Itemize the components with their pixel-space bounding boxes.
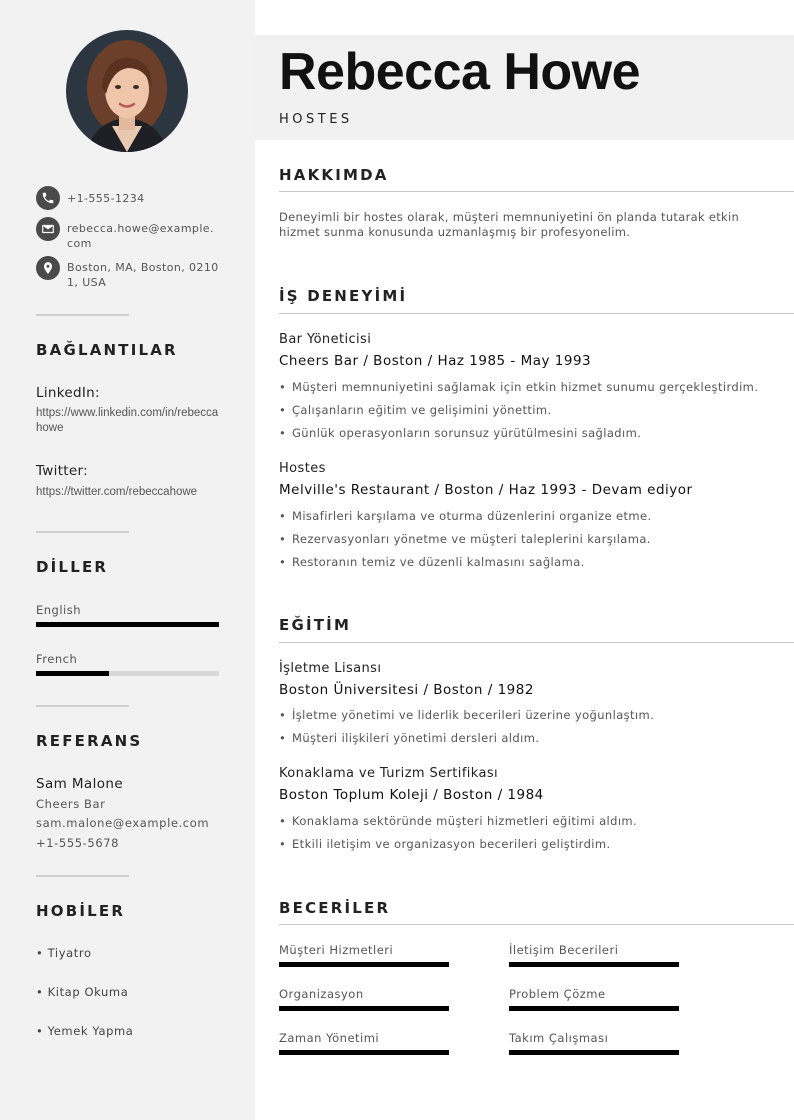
skill-level-bar xyxy=(509,962,679,967)
job-role: HOSTES xyxy=(279,112,353,127)
reference-company: Cheers Bar xyxy=(36,797,106,811)
language-name: French xyxy=(36,652,78,666)
bullet-item: • Günlük operasyonların sorunsuz yürütülmesini sağladım. xyxy=(279,426,642,440)
skill-level-bar xyxy=(509,1050,679,1055)
bullet-item: • İşletme yönetimi ve liderlik becerileri üzerine yoğunlaştım. xyxy=(279,708,655,722)
bullet-item: • Konaklama sektöründe müşteri hizmetleri eğitimi aldım. xyxy=(279,814,638,828)
skill-name: Problem Çözme xyxy=(509,987,606,1001)
bullet-item: • Müşteri memnuniyetini sağlamak için etkin hizmet sunumu gerçekleştirdim. xyxy=(279,380,759,394)
contact-phone xyxy=(36,186,219,210)
languages-heading: DİLLER xyxy=(36,558,109,576)
divider xyxy=(36,875,129,877)
skill-name: İletişim Becerileri xyxy=(509,943,619,957)
location-pin-icon xyxy=(36,256,60,280)
degree-title: Konaklama ve Turizm Sertifikası xyxy=(279,766,499,781)
person-name: Rebecca Howe xyxy=(279,43,641,101)
skill-name: Takım Çalışması xyxy=(509,1031,609,1045)
about-text: Deneyimli bir hostes olarak, müşteri memnuniyetini ön planda tutarak etkin hizmet sunma konusunda uzmanlaşmış bir profesyonelim. xyxy=(279,210,740,239)
contact-email xyxy=(36,217,219,251)
hobby-item: • Yemek Yapma xyxy=(36,1024,134,1038)
bullet-item: • Çalışanların eğitim ve gelişimini yönettim. xyxy=(279,403,552,417)
bullet-item: • Müşteri ilişkileri yönetimi dersleri aldım. xyxy=(279,731,540,745)
links-heading: BAĞLANTILAR xyxy=(36,341,178,359)
job-title: Bar Yöneticisi xyxy=(279,332,372,347)
bullet-item: • Etkili iletişim ve organizasyon becerileri geliştirdim. xyxy=(279,837,611,851)
school-meta: Boston Üniversitesi / Boston / 1982 xyxy=(279,682,534,698)
school-meta: Boston Toplum Koleji / Boston / 1984 xyxy=(279,787,544,803)
profile-photo xyxy=(66,30,188,152)
skill-name: Müşteri Hizmetleri xyxy=(279,943,394,957)
hobby-item: • Tiyatro xyxy=(36,946,92,960)
reference-phone: +1-555-5678 xyxy=(36,836,120,850)
reference-name: Sam Malone xyxy=(36,776,124,792)
education-heading: EĞİTİM xyxy=(279,616,352,634)
experience-heading: İŞ DENEYİMİ xyxy=(279,287,408,305)
phone-text: +1-555-1234 xyxy=(67,192,145,205)
skill-name: Organizasyon xyxy=(279,987,364,1001)
linkedin-label: LinkedIn: xyxy=(36,385,100,401)
divider xyxy=(36,531,129,533)
envelope-icon xyxy=(36,217,60,241)
bullet-item: • Misafirleri karşılama ve oturma düzenlerini organize etme. xyxy=(279,509,652,523)
language-level-bar xyxy=(36,671,219,676)
language-level-bar xyxy=(36,622,219,627)
bullet-item: • Restoranın temiz ve düzenli kalmasını sağlama. xyxy=(279,555,585,569)
skill-level-bar xyxy=(509,1006,679,1011)
reference-heading: REFERANS xyxy=(36,732,143,750)
bullet-item: • Rezervasyonları yönetme ve müşteri taleplerini karşılama. xyxy=(279,532,651,546)
hobbies-heading: HOBİLER xyxy=(36,902,126,920)
degree-title: İşletme Lisansı xyxy=(279,661,382,676)
phone-icon xyxy=(36,186,60,210)
contact-address xyxy=(36,256,219,290)
language-level-fill xyxy=(36,671,109,676)
email-text[interactable]: rebecca.howe@example.com xyxy=(67,222,214,250)
twitter-label: Twitter: xyxy=(36,463,88,479)
job-meta: Cheers Bar / Boston / Haz 1985 - May 1993 xyxy=(279,353,592,369)
linkedin-url[interactable]: https://www.linkedin.com/in/rebeccahowe xyxy=(36,407,219,434)
divider xyxy=(36,314,129,316)
skill-level-bar xyxy=(279,1050,449,1055)
hobby-item: • Kitap Okuma xyxy=(36,985,129,999)
section-rule xyxy=(279,642,794,643)
skills-heading: BECERİLER xyxy=(279,899,391,917)
job-title: Hostes xyxy=(279,461,326,476)
section-rule xyxy=(279,191,794,192)
about-heading: HAKKIMDA xyxy=(279,166,389,184)
section-rule xyxy=(279,313,794,314)
twitter-url[interactable]: https://twitter.com/rebeccahowe xyxy=(36,486,198,498)
language-name: English xyxy=(36,603,82,617)
section-rule xyxy=(279,924,794,925)
skill-level-bar xyxy=(279,962,449,967)
address-text: Boston, MA, Boston, 02101, USA xyxy=(67,261,219,289)
divider xyxy=(36,705,129,707)
reference-email[interactable]: sam.malone@example.com xyxy=(36,816,210,830)
skill-name: Zaman Yönetimi xyxy=(279,1031,380,1045)
skill-level-bar xyxy=(279,1006,449,1011)
language-level-fill xyxy=(36,622,219,627)
job-meta: Melville's Restaurant / Boston / Haz 1993 - Devam ediyor xyxy=(279,482,693,498)
